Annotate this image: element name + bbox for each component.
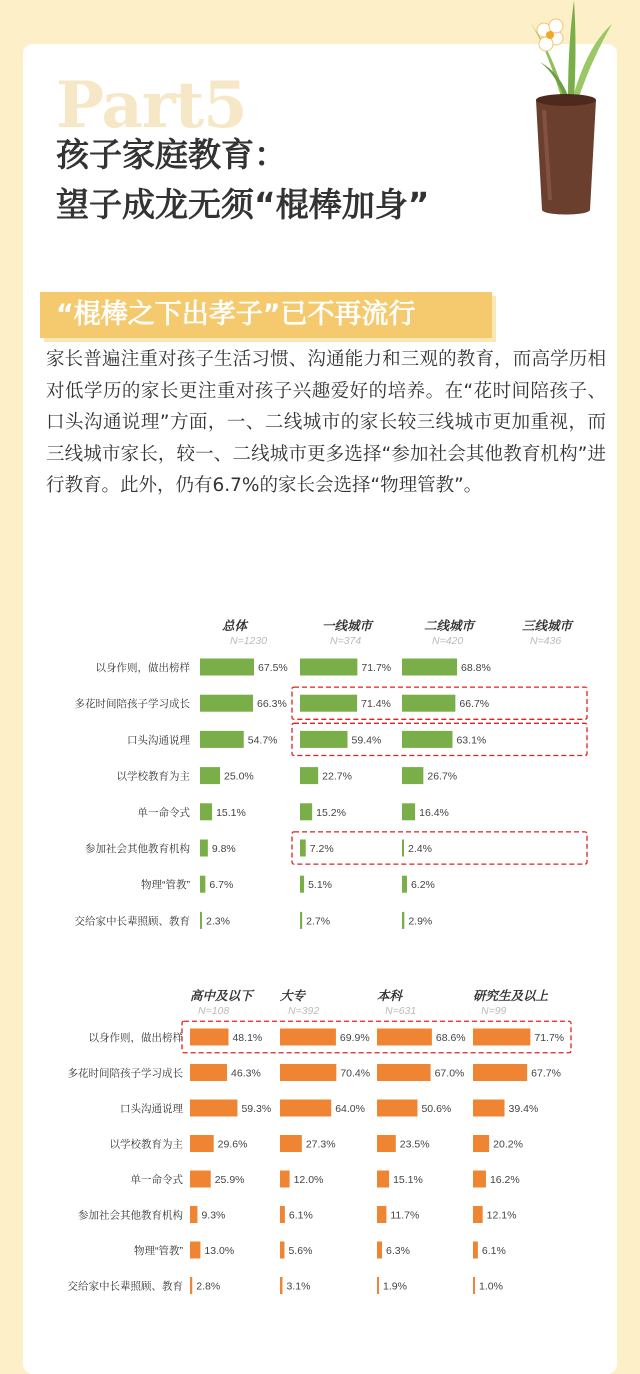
edu-bar bbox=[473, 1064, 527, 1081]
edu-sample-size: N=392 bbox=[288, 1005, 320, 1017]
edu-category-label: 单一命令式 bbox=[130, 1174, 183, 1186]
edu-bar bbox=[280, 1171, 290, 1188]
city-series-header: 二线城市 bbox=[424, 619, 475, 633]
edu-category-label: 口头沟通说理 bbox=[120, 1103, 183, 1115]
edu-value-label: 68.6% bbox=[435, 1032, 466, 1044]
city-bar bbox=[300, 803, 312, 820]
city-bar bbox=[200, 767, 220, 784]
city-value-label: 2.7% bbox=[306, 915, 331, 928]
edu-bar bbox=[377, 1206, 386, 1223]
city-value-label: 16.4% bbox=[419, 806, 449, 819]
flower-icon bbox=[537, 19, 563, 51]
intro-paragraph: 家长普遍注重对孩子生活习惯、沟通能力和三观的教育，而高学历相对低学历的家长更注重对孩子兴趣爱好的培养。在“花时间陪孩子、口头沟通说理”方面，一、二线城市的家长较三线城市更加重视，而三线城市家长，较一、二线城市更多选择“参加社会其他教育机构”进行教育。此外，仍有6.7%的家长会选择“物理管教”。 bbox=[46, 349, 606, 496]
edu-bar bbox=[377, 1242, 382, 1259]
edu-value-label: 27.3% bbox=[305, 1138, 336, 1151]
edu-value-label: 5.6% bbox=[288, 1245, 313, 1257]
city-category-label: 物理“管教” bbox=[141, 879, 190, 892]
edu-value-label: 70.4% bbox=[340, 1067, 371, 1080]
city-series-header: 三线城市 bbox=[522, 619, 573, 633]
edu-bar bbox=[473, 1277, 475, 1294]
edu-value-label: 20.2% bbox=[493, 1138, 523, 1151]
edu-value-label: 64.0% bbox=[335, 1103, 365, 1115]
edu-series-header: 大专 bbox=[280, 989, 306, 1003]
page-title-line2: 望子成龙无须“棍棒加身” bbox=[56, 185, 430, 224]
city-value-label: 26.7% bbox=[427, 770, 458, 783]
edu-category-label: 以身作则，做出榜样 bbox=[88, 1032, 183, 1044]
city-bar bbox=[402, 659, 457, 676]
city-value-label: 6.7% bbox=[209, 879, 234, 892]
edu-value-label: 67.0% bbox=[434, 1067, 465, 1080]
city-sample-size: N=1230 bbox=[230, 635, 268, 647]
edu-category-label: 交给家中长辈照顾、教育 bbox=[67, 1280, 183, 1293]
edu-bar bbox=[280, 1206, 285, 1223]
city-category-label: 口头沟通说理 bbox=[127, 734, 190, 747]
city-category-label: 以身作则，做出榜样 bbox=[95, 662, 190, 674]
edu-value-label: 15.1% bbox=[393, 1174, 423, 1186]
edu-sample-size: N=108 bbox=[198, 1005, 230, 1017]
city-value-label: 2.3% bbox=[206, 915, 230, 928]
edu-value-label: 16.2% bbox=[489, 1174, 520, 1186]
city-value-label: 5.1% bbox=[308, 879, 333, 892]
city-category-label: 以学校教育为主 bbox=[116, 770, 190, 783]
city-bar bbox=[200, 912, 202, 929]
part-label: Part5 bbox=[56, 68, 247, 143]
edu-bar bbox=[280, 1277, 282, 1294]
edu-value-label: 23.5% bbox=[399, 1138, 430, 1151]
potted-plant-illustration bbox=[510, 0, 620, 225]
edu-bar bbox=[377, 1100, 417, 1117]
city-value-label: 63.1% bbox=[456, 734, 487, 747]
edu-bar bbox=[280, 1135, 302, 1152]
education-level-chart-svg bbox=[0, 980, 640, 1300]
edu-value-label: 1.9% bbox=[383, 1280, 407, 1293]
edu-value-label: 13.0% bbox=[204, 1245, 235, 1257]
edu-value-label: 9.3% bbox=[201, 1209, 226, 1222]
edu-value-label: 39.4% bbox=[508, 1103, 539, 1115]
edu-bar bbox=[473, 1171, 486, 1188]
education-level-chart bbox=[0, 980, 640, 1300]
edu-sample-size: N=631 bbox=[385, 1005, 417, 1017]
city-bar bbox=[402, 767, 423, 784]
city-bar bbox=[402, 803, 415, 820]
city-bar bbox=[200, 840, 208, 857]
city-value-label: 2.4% bbox=[408, 843, 432, 855]
city-value-label: 6.2% bbox=[410, 879, 435, 892]
city-value-label: 2.9% bbox=[408, 915, 433, 928]
edu-bar bbox=[473, 1242, 478, 1259]
city-value-label: 71.4% bbox=[361, 698, 391, 711]
city-series-header: 总体 bbox=[222, 619, 248, 633]
edu-sample-size: N=99 bbox=[481, 1005, 507, 1017]
edu-bar bbox=[280, 1029, 336, 1046]
edu-bar bbox=[190, 1171, 211, 1188]
edu-value-label: 59.3% bbox=[241, 1103, 272, 1115]
edu-bar bbox=[473, 1206, 483, 1223]
city-value-label: 15.2% bbox=[316, 806, 346, 819]
edu-bar bbox=[473, 1029, 530, 1046]
edu-value-label: 67.7% bbox=[531, 1067, 561, 1080]
city-bar bbox=[200, 731, 244, 748]
city-category-label: 多花时间陪孩子学习成长 bbox=[74, 698, 190, 711]
city-bar bbox=[300, 695, 357, 712]
city-category-label: 交给家中长辈照顾、教育 bbox=[74, 915, 190, 928]
edu-bar bbox=[190, 1206, 197, 1223]
city-bar bbox=[300, 876, 304, 893]
city-highlight-box bbox=[292, 832, 587, 864]
edu-value-label: 6.1% bbox=[481, 1245, 506, 1257]
city-value-label: 15.1% bbox=[216, 806, 246, 819]
city-bar bbox=[200, 695, 253, 712]
city-bar bbox=[200, 659, 254, 676]
city-value-label: 66.3% bbox=[257, 698, 287, 711]
edu-bar bbox=[377, 1135, 396, 1152]
edu-value-label: 25.9% bbox=[214, 1174, 245, 1186]
edu-value-label: 2.8% bbox=[196, 1280, 221, 1293]
city-tier-chart-svg bbox=[0, 600, 640, 940]
edu-bar bbox=[190, 1100, 237, 1117]
edu-bar bbox=[377, 1064, 431, 1081]
city-bar bbox=[200, 803, 212, 820]
edu-bar bbox=[377, 1171, 389, 1188]
city-value-label: 59.4% bbox=[351, 734, 382, 747]
city-value-label: 71.7% bbox=[361, 662, 392, 674]
city-bar bbox=[402, 695, 455, 712]
city-bar bbox=[300, 912, 302, 929]
section-banner: “棍棒之下出孝子”已不再流行 bbox=[40, 292, 492, 338]
edu-bar bbox=[473, 1100, 505, 1117]
edu-value-label: 6.3% bbox=[386, 1245, 410, 1257]
edu-bar bbox=[190, 1029, 228, 1046]
city-bar bbox=[300, 767, 318, 784]
edu-bar bbox=[190, 1135, 214, 1152]
edu-value-label: 69.9% bbox=[339, 1032, 370, 1044]
city-bar bbox=[402, 731, 452, 748]
city-bar bbox=[200, 876, 205, 893]
edu-value-label: 1.0% bbox=[479, 1280, 503, 1293]
edu-category-label: 以学校教育为主 bbox=[109, 1138, 183, 1151]
edu-bar bbox=[280, 1064, 336, 1081]
city-sample-size: N=420 bbox=[432, 635, 464, 647]
edu-category-label: 参加社会其他教育机构 bbox=[78, 1209, 183, 1222]
edu-bar bbox=[377, 1029, 432, 1046]
city-value-label: 68.8% bbox=[461, 662, 491, 674]
edu-bar bbox=[377, 1277, 379, 1294]
edu-value-label: 46.3% bbox=[231, 1067, 261, 1080]
city-tier-chart bbox=[0, 600, 640, 940]
city-bar bbox=[300, 731, 348, 748]
city-value-label: 54.7% bbox=[247, 734, 278, 747]
city-value-label: 22.7% bbox=[322, 770, 352, 783]
edu-value-label: 50.6% bbox=[421, 1103, 452, 1115]
city-value-label: 67.5% bbox=[258, 662, 288, 674]
edu-bar bbox=[473, 1135, 489, 1152]
edu-series-header: 本科 bbox=[377, 989, 403, 1003]
edu-category-label: 物理“管教” bbox=[134, 1245, 183, 1257]
city-bar bbox=[300, 659, 357, 676]
city-sample-size: N=436 bbox=[530, 635, 562, 647]
edu-value-label: 11.7% bbox=[390, 1209, 420, 1222]
city-category-label: 参加社会其他教育机构 bbox=[85, 843, 190, 855]
edu-series-header: 高中及以下 bbox=[190, 989, 253, 1003]
edu-value-label: 12.1% bbox=[486, 1209, 517, 1222]
city-bar bbox=[402, 912, 404, 929]
edu-bar bbox=[190, 1242, 200, 1259]
city-sample-size: N=374 bbox=[330, 635, 362, 647]
edu-bar bbox=[190, 1277, 192, 1294]
edu-value-label: 71.7% bbox=[534, 1032, 565, 1044]
city-bar bbox=[402, 840, 404, 857]
edu-bar bbox=[280, 1242, 284, 1259]
city-value-label: 7.2% bbox=[309, 843, 334, 855]
edu-value-label: 48.1% bbox=[232, 1032, 263, 1044]
edu-value-label: 6.1% bbox=[288, 1209, 313, 1222]
edu-value-label: 3.1% bbox=[286, 1280, 311, 1293]
city-bar bbox=[402, 876, 407, 893]
city-value-label: 66.7% bbox=[459, 698, 490, 711]
edu-bar bbox=[280, 1100, 331, 1117]
edu-series-header: 研究生及以上 bbox=[473, 989, 549, 1003]
page-title-line1: 孩子家庭教育： bbox=[56, 135, 287, 174]
edu-value-label: 12.0% bbox=[293, 1174, 324, 1186]
edu-value-label: 29.6% bbox=[217, 1138, 248, 1151]
city-value-label: 9.8% bbox=[211, 843, 236, 855]
city-value-label: 25.0% bbox=[224, 770, 254, 783]
city-series-header: 一线城市 bbox=[322, 619, 373, 633]
city-category-label: 单一命令式 bbox=[137, 806, 190, 819]
edu-bar bbox=[190, 1064, 227, 1081]
edu-category-label: 多花时间陪孩子学习成长 bbox=[67, 1067, 183, 1080]
city-bar bbox=[300, 840, 306, 857]
